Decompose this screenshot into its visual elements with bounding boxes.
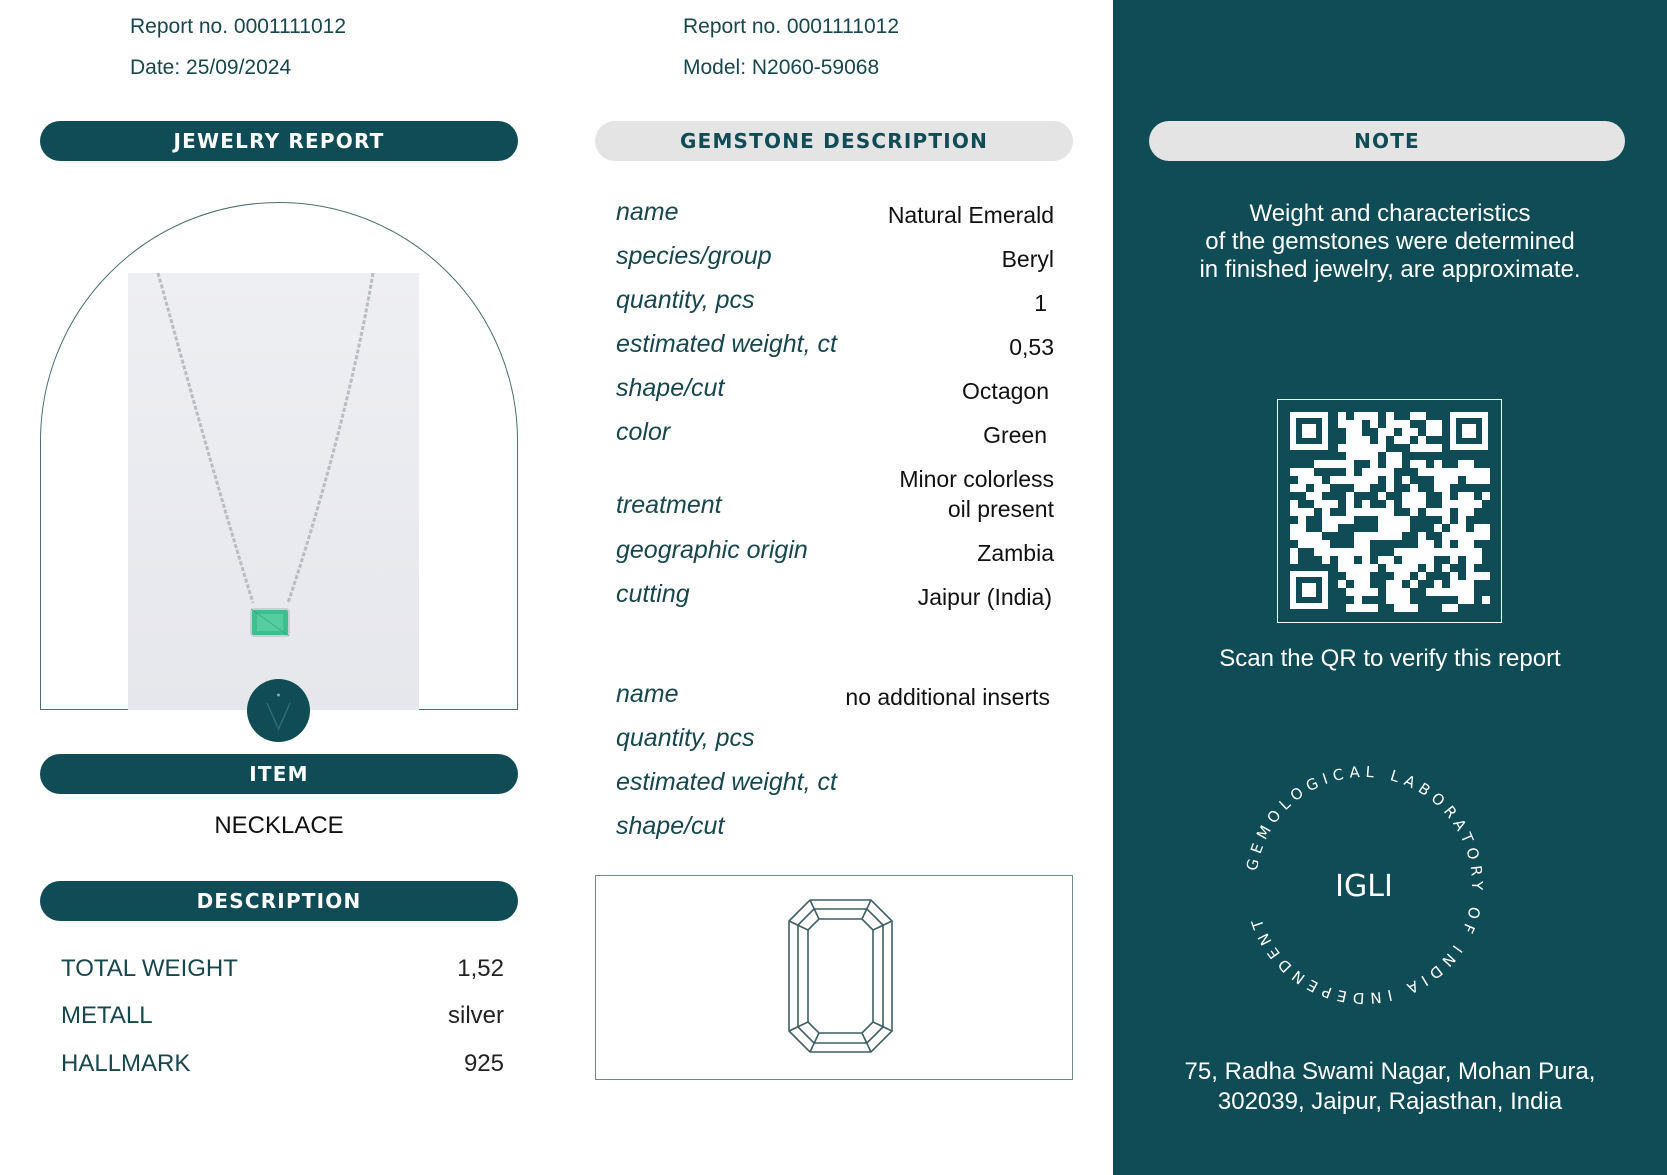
gem-name-value: Natural Emerald	[887, 202, 1054, 228]
cut-diagram-box	[595, 875, 1073, 1080]
gem-color-label: color	[616, 418, 671, 446]
total-weight-row	[61, 955, 504, 995]
seal-icon	[1229, 750, 1499, 1020]
hallmark-row	[61, 1050, 504, 1090]
note-heading	[1149, 121, 1625, 161]
description-heading	[40, 881, 518, 921]
address-line: 302039, Jaipur, Rajasthan, India	[1217, 1088, 1563, 1115]
address-line: 75, Radha Swami Nagar, Mohan Pura,	[1184, 1058, 1596, 1085]
note-line: of the gemstones were determined	[1205, 228, 1575, 255]
item-value: NECKLACE	[214, 812, 344, 839]
gem-quantity-label: quantity, pcs	[616, 286, 755, 314]
report-date: Date: 25/09/2024	[130, 56, 292, 79]
gem-treatment-value-line1: Minor colorless	[899, 466, 1054, 492]
item-heading	[40, 754, 518, 794]
report-number-middle: Report no. 0001111012	[683, 15, 900, 38]
model-number: Model: N2060-59068	[683, 56, 880, 79]
description-label: DESCRIPTION	[196, 889, 362, 913]
note-text	[1113, 200, 1667, 284]
note-line: in finished jewelry, are approximate.	[1199, 256, 1581, 283]
insert-name-value: no additional inserts	[845, 684, 1050, 710]
insert-quantity-label: quantity, pcs	[616, 724, 755, 752]
gem-name-label: name	[616, 198, 679, 226]
gem-treatment-label: treatment	[616, 491, 722, 519]
svg-text:IGLI: IGLI	[1335, 869, 1393, 904]
gem-color-value: Green	[983, 422, 1047, 448]
metall-row	[61, 1002, 504, 1042]
item-label: ITEM	[249, 762, 309, 786]
octagon-cut-diagram	[596, 876, 1071, 1078]
necklace-illustration	[128, 273, 419, 710]
v-logo-icon	[247, 679, 310, 742]
jewelry-report-heading	[40, 121, 518, 161]
gem-quantity-value: 1	[1034, 290, 1047, 316]
gem-shape-label: shape/cut	[616, 374, 725, 402]
total-weight-value: 1,52	[457, 955, 504, 982]
gem-origin-label: geographic origin	[616, 536, 808, 564]
laboratory-seal	[1229, 750, 1499, 1020]
note-line: Weight and characteristics	[1249, 200, 1531, 227]
necklace-photo	[128, 273, 419, 710]
gemstone-description-heading	[595, 121, 1073, 161]
gemstone-description-label: GEMSTONE DESCRIPTION	[679, 129, 989, 153]
report-number: Report no. 0001111012	[130, 15, 347, 38]
qr-code-icon	[1278, 400, 1500, 621]
metall-label: METALL	[61, 1002, 153, 1029]
svg-text:GEMOLOGICAL LABORATORY OF INDI: GEMOLOGICAL LABORATORY OF INDIA INDEPENDENT	[1242, 762, 1487, 1008]
brand-logo	[247, 679, 310, 742]
gem-treatment-value-line2: oil present	[947, 496, 1054, 522]
insert-name-label: name	[616, 680, 679, 708]
gem-origin-value: Zambia	[977, 540, 1054, 566]
verification-qr-code[interactable]	[1277, 399, 1502, 623]
gem-shape-value: Octagon	[962, 378, 1049, 404]
metall-value: silver	[447, 1002, 504, 1029]
hallmark-label: HALLMARK	[61, 1050, 191, 1077]
gem-species-value: Beryl	[1001, 246, 1054, 272]
scan-instruction: Scan the QR to verify this report	[1219, 645, 1561, 672]
hallmark-value: 925	[463, 1050, 504, 1077]
gem-cutting-label: cutting	[616, 580, 690, 608]
gem-weight-label: estimated weight, ct	[616, 330, 837, 358]
lab-address	[1113, 1057, 1667, 1117]
jewelry-report-label: JEWELRY REPORT	[173, 129, 385, 153]
note-label: NOTE	[1354, 129, 1420, 153]
gem-species-label: species/group	[616, 242, 772, 270]
total-weight-label: TOTAL WEIGHT	[61, 955, 238, 982]
insert-shape-label: shape/cut	[616, 812, 725, 840]
insert-weight-label: estimated weight, ct	[616, 768, 837, 796]
gem-weight-value: 0,53	[1009, 334, 1054, 360]
gem-cutting-value: Jaipur (India)	[917, 584, 1052, 610]
